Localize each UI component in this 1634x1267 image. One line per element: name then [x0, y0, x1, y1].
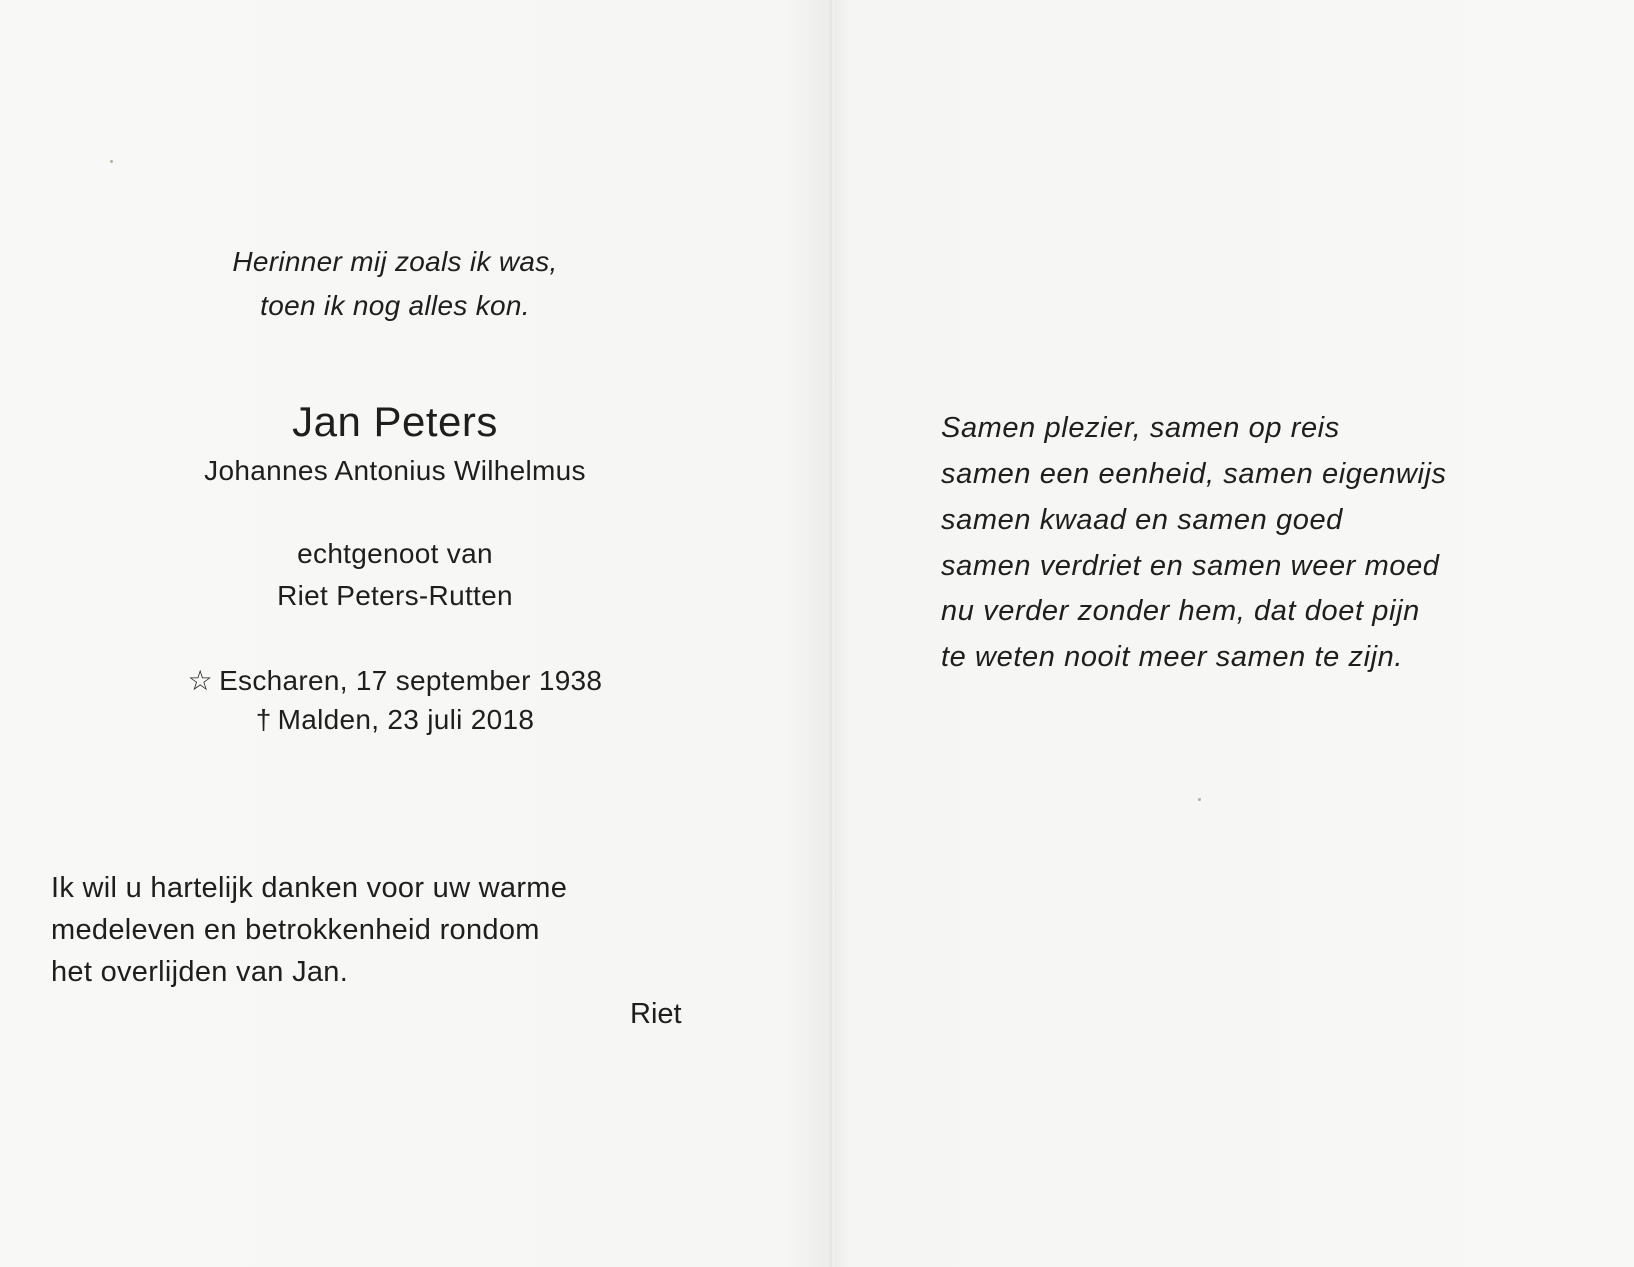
poem-line-6: te weten nooit meer samen te zijn. [941, 641, 1404, 673]
deceased-name: Jan Peters [292, 398, 498, 445]
birth-text: Escharen, 17 september 1938 [219, 665, 603, 696]
poem-line-4: samen verdriet en samen weer moed [941, 550, 1440, 582]
motto-line-2: toen ik nog alles kon. [260, 290, 530, 321]
paper-speck [110, 160, 113, 163]
full-name: Johannes Antonius Wilhelmus [204, 455, 586, 486]
relation-label: echtgenoot van [297, 538, 493, 569]
thanks-line-2: medeleven en betrokkenheid rondom [51, 914, 540, 946]
right-panel [834, 0, 1634, 1267]
poem-line-5: nu verder zonder hem, dat doet pijn [941, 595, 1420, 627]
birth-line [0, 664, 790, 697]
death-text: Malden, 23 juli 2018 [277, 704, 535, 735]
paper-speck [1198, 798, 1201, 801]
left-panel [0, 0, 800, 1267]
spouse-name: Riet Peters-Rutten [277, 580, 513, 611]
cross-icon: † [255, 704, 272, 735]
signoff: Riet [630, 998, 682, 1030]
poem-line-3: samen kwaad en samen goed [941, 504, 1343, 536]
death-line [0, 704, 790, 736]
star-icon: ☆ [187, 665, 214, 696]
thanks-line-3: het overlijden van Jan. [51, 956, 349, 988]
thanks-line-1: Ik wil u hartelijk danken voor uw warme [51, 872, 568, 904]
poem-line-2: samen een eenheid, samen eigenwijs [941, 458, 1447, 490]
poem-line-1: Samen plezier, samen op reis [941, 412, 1340, 444]
motto-line-1: Herinner mij zoals ik was, [232, 246, 558, 277]
